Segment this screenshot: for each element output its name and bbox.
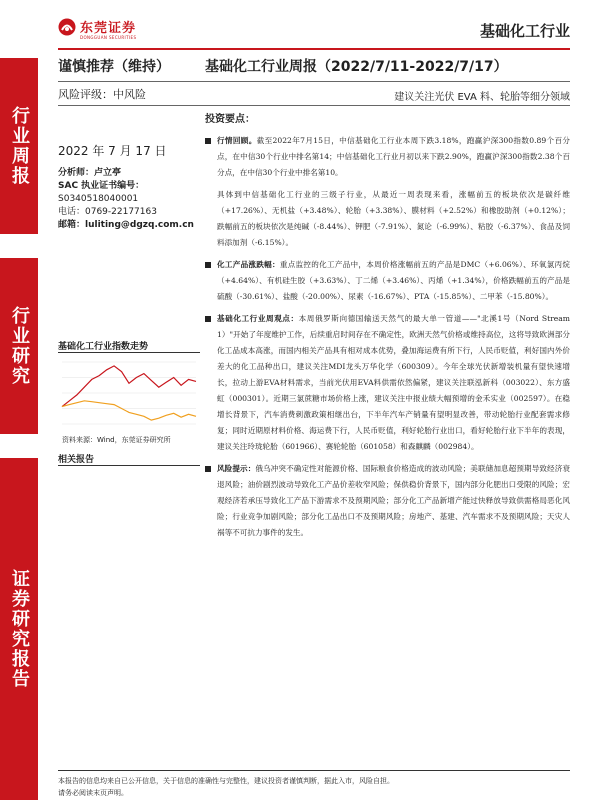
bullet-text: 本周俄罗斯向德国输送天然气的最大单一管道——"北溪1号（Nord Stream 1）"开始了年度维护工作，后续重启时间存在不确定性，欧洲天然气价格或维持高位，这将导致欧洲部分化工品成本高涨，而国内相关产品具有相对成本优势，叠加海运费有所下行，人民币贬值，利好国内外价差大的化工品种出口，建议关注MDI龙头万华化学（600309）。今年全球光伏新增装机量有望快速增长，拉动上游EVA材料需求，当前光伏用EVA料供需依然偏紧，建议关注联泓新科（003022）、东方盛虹（000301）。近期三氯蔗糖市场价格上涨，建议关注中报业绩大幅预增的金禾实业（002597）。在稳增长背景下，汽车消费刺激政策相继出台，下半年汽车产销量有望明显改善，带动轮胎行业配套需求修复；同时近期原材料价格、海运费下行，人民币贬值，利好轮胎行业出口，看好轮胎行业下半年的表现，建议关注玲珑轮胎（601966）、赛轮轮胎（601058）和森麒麟（002984）。 bbox=[217, 314, 570, 451]
risk-level: 风险评级：中风险 bbox=[58, 88, 146, 101]
series-line-沪深300 bbox=[62, 401, 196, 420]
industry-title: 基础化工行业 bbox=[479, 22, 570, 40]
side-tab-report bbox=[0, 458, 38, 800]
side-tab-weekly bbox=[0, 58, 38, 234]
bullet-lead: 化工产品涨跌幅： bbox=[217, 260, 280, 269]
sac-label: SAC 执业证书编号： bbox=[58, 181, 145, 191]
bullet-lead: 基础化工行业周观点： bbox=[217, 314, 299, 323]
bullet-weekly-view bbox=[205, 311, 570, 455]
sac-number: S0340518040001 bbox=[58, 194, 139, 204]
report-date: 2022 年 7 月 17 日 bbox=[58, 144, 167, 158]
side-tab-research bbox=[0, 258, 38, 434]
side-tab-label: 行业周报 bbox=[9, 106, 30, 186]
disclaimer-note: 请务必阅读末页声明。 bbox=[58, 789, 128, 797]
footer-divider bbox=[58, 770, 570, 771]
side-tabs bbox=[0, 58, 38, 800]
rating: 谨慎推荐（维持） bbox=[58, 59, 170, 75]
bullet-risk bbox=[205, 461, 570, 541]
logo-mark-icon bbox=[58, 18, 76, 36]
related-reports-title: 相关报告 bbox=[58, 455, 95, 465]
header-divider bbox=[58, 48, 570, 50]
report-subtitle: 建议关注光伏 EVA 料、轮胎等细分领域 bbox=[394, 92, 570, 103]
side-tab-label: 证券研究报告 bbox=[9, 569, 30, 689]
report-title: 基础化工行业周报（2022/7/11-2022/7/17） bbox=[205, 59, 508, 75]
logo-text-en: DONGGUAN SECURITIES bbox=[80, 35, 137, 40]
chart-divider bbox=[58, 352, 200, 353]
chart-source: 资料来源：Wind，东莞证券研究所 bbox=[62, 436, 171, 444]
series-line-基础化工 bbox=[62, 366, 196, 407]
logo-text-cn: 东莞证券 bbox=[80, 21, 137, 36]
bullet-lead: 行情回顾。 bbox=[217, 136, 257, 145]
analyst-name: 分析师：卢立亭 bbox=[58, 168, 122, 178]
disclaimer: 本报告的信息均来自已公开信息，关于信息的准确性与完整性，建议投资者谨慎判断，据此入市，风险自担。 bbox=[58, 777, 394, 785]
analyst-info bbox=[58, 167, 194, 232]
divider bbox=[58, 465, 200, 466]
subindustry-paragraph: 具体到中信基础化工行业的三级子行业，从最近一周表现来看，涨幅前五的板块依次是碳纤维（+17.26%）、无机盐（+3.48%）、轮胎（+3.38%）、膜材料（+2.52%）和橡胶助剂（+0.12%）；跌幅前五的板块依次是纯碱（-8.44%）、钾肥（-7.91%）、氮论（-6.99%）、粘胶（-6.37%）、食品及饲料添加剂（-6.15%）。 bbox=[217, 190, 570, 247]
bullet-text: 重点监控的化工产品中，本周价格涨幅前五的产品是DMC（+6.06%）、环氧氯丙烷（+4.64%）、有机硅生胶（+3.63%）、丁二烯（+3.46%）、丙烯（+1.34%），价格跌幅前五的产品是硫酸（-30.61%）、盐酸（-20.00%）、尿素（-16.67%）、PTA（-15.85%）、二甲苯（-15.80%）。 bbox=[217, 260, 571, 301]
bullet-text: 俄乌冲突不确定性对能源价格、国际粮食价格造成的波动风险；美联储加息超预期导致经济衰退风险；油价剧烈波动导致化工产品价差收窄风险；保供稳价背景下，国内部分化肥出口受限的风险；宏观经济若承压导致化工产品下游需求不及预期风险；部分化工产品新增产能过快释放导致供需格局恶化风险；行业竞争加剧风险；部分化工品出口不及预期风险；房地产、基建、汽车需求不及预期风险；天灾人祸等不可抗力事件的发生。 bbox=[217, 464, 571, 537]
bullet-product-prices bbox=[205, 257, 570, 305]
analyst-phone: 电话：0769-22177163 bbox=[58, 207, 157, 217]
divider bbox=[58, 81, 570, 82]
company-logo bbox=[58, 16, 158, 46]
bullet-lead: 风险提示： bbox=[217, 464, 256, 473]
analyst-email[interactable]: 邮箱：luliting@dgzq.com.cn bbox=[58, 220, 194, 230]
page-footer bbox=[58, 770, 570, 799]
index-trend-chart bbox=[58, 356, 200, 432]
side-tab-label: 行业研究 bbox=[9, 306, 30, 386]
bullet-market-review bbox=[205, 133, 570, 181]
chart-title: 基础化工行业指数走势 bbox=[58, 342, 149, 352]
points-title: 投资要点： bbox=[205, 114, 255, 125]
main-content bbox=[205, 110, 570, 547]
page-header bbox=[0, 0, 600, 48]
bullet-text: 截至2022年7月15日，中信基础化工行业本周下跌3.18%，跑赢沪深300指数0.89个百分点，在中信30个行业中排名第14；中信基础化工行业月初以来下跌2.90%，跑赢沪深300指数2.38个百分点，在中信30个行业中排名第10。 bbox=[217, 136, 570, 177]
divider bbox=[58, 105, 570, 106]
